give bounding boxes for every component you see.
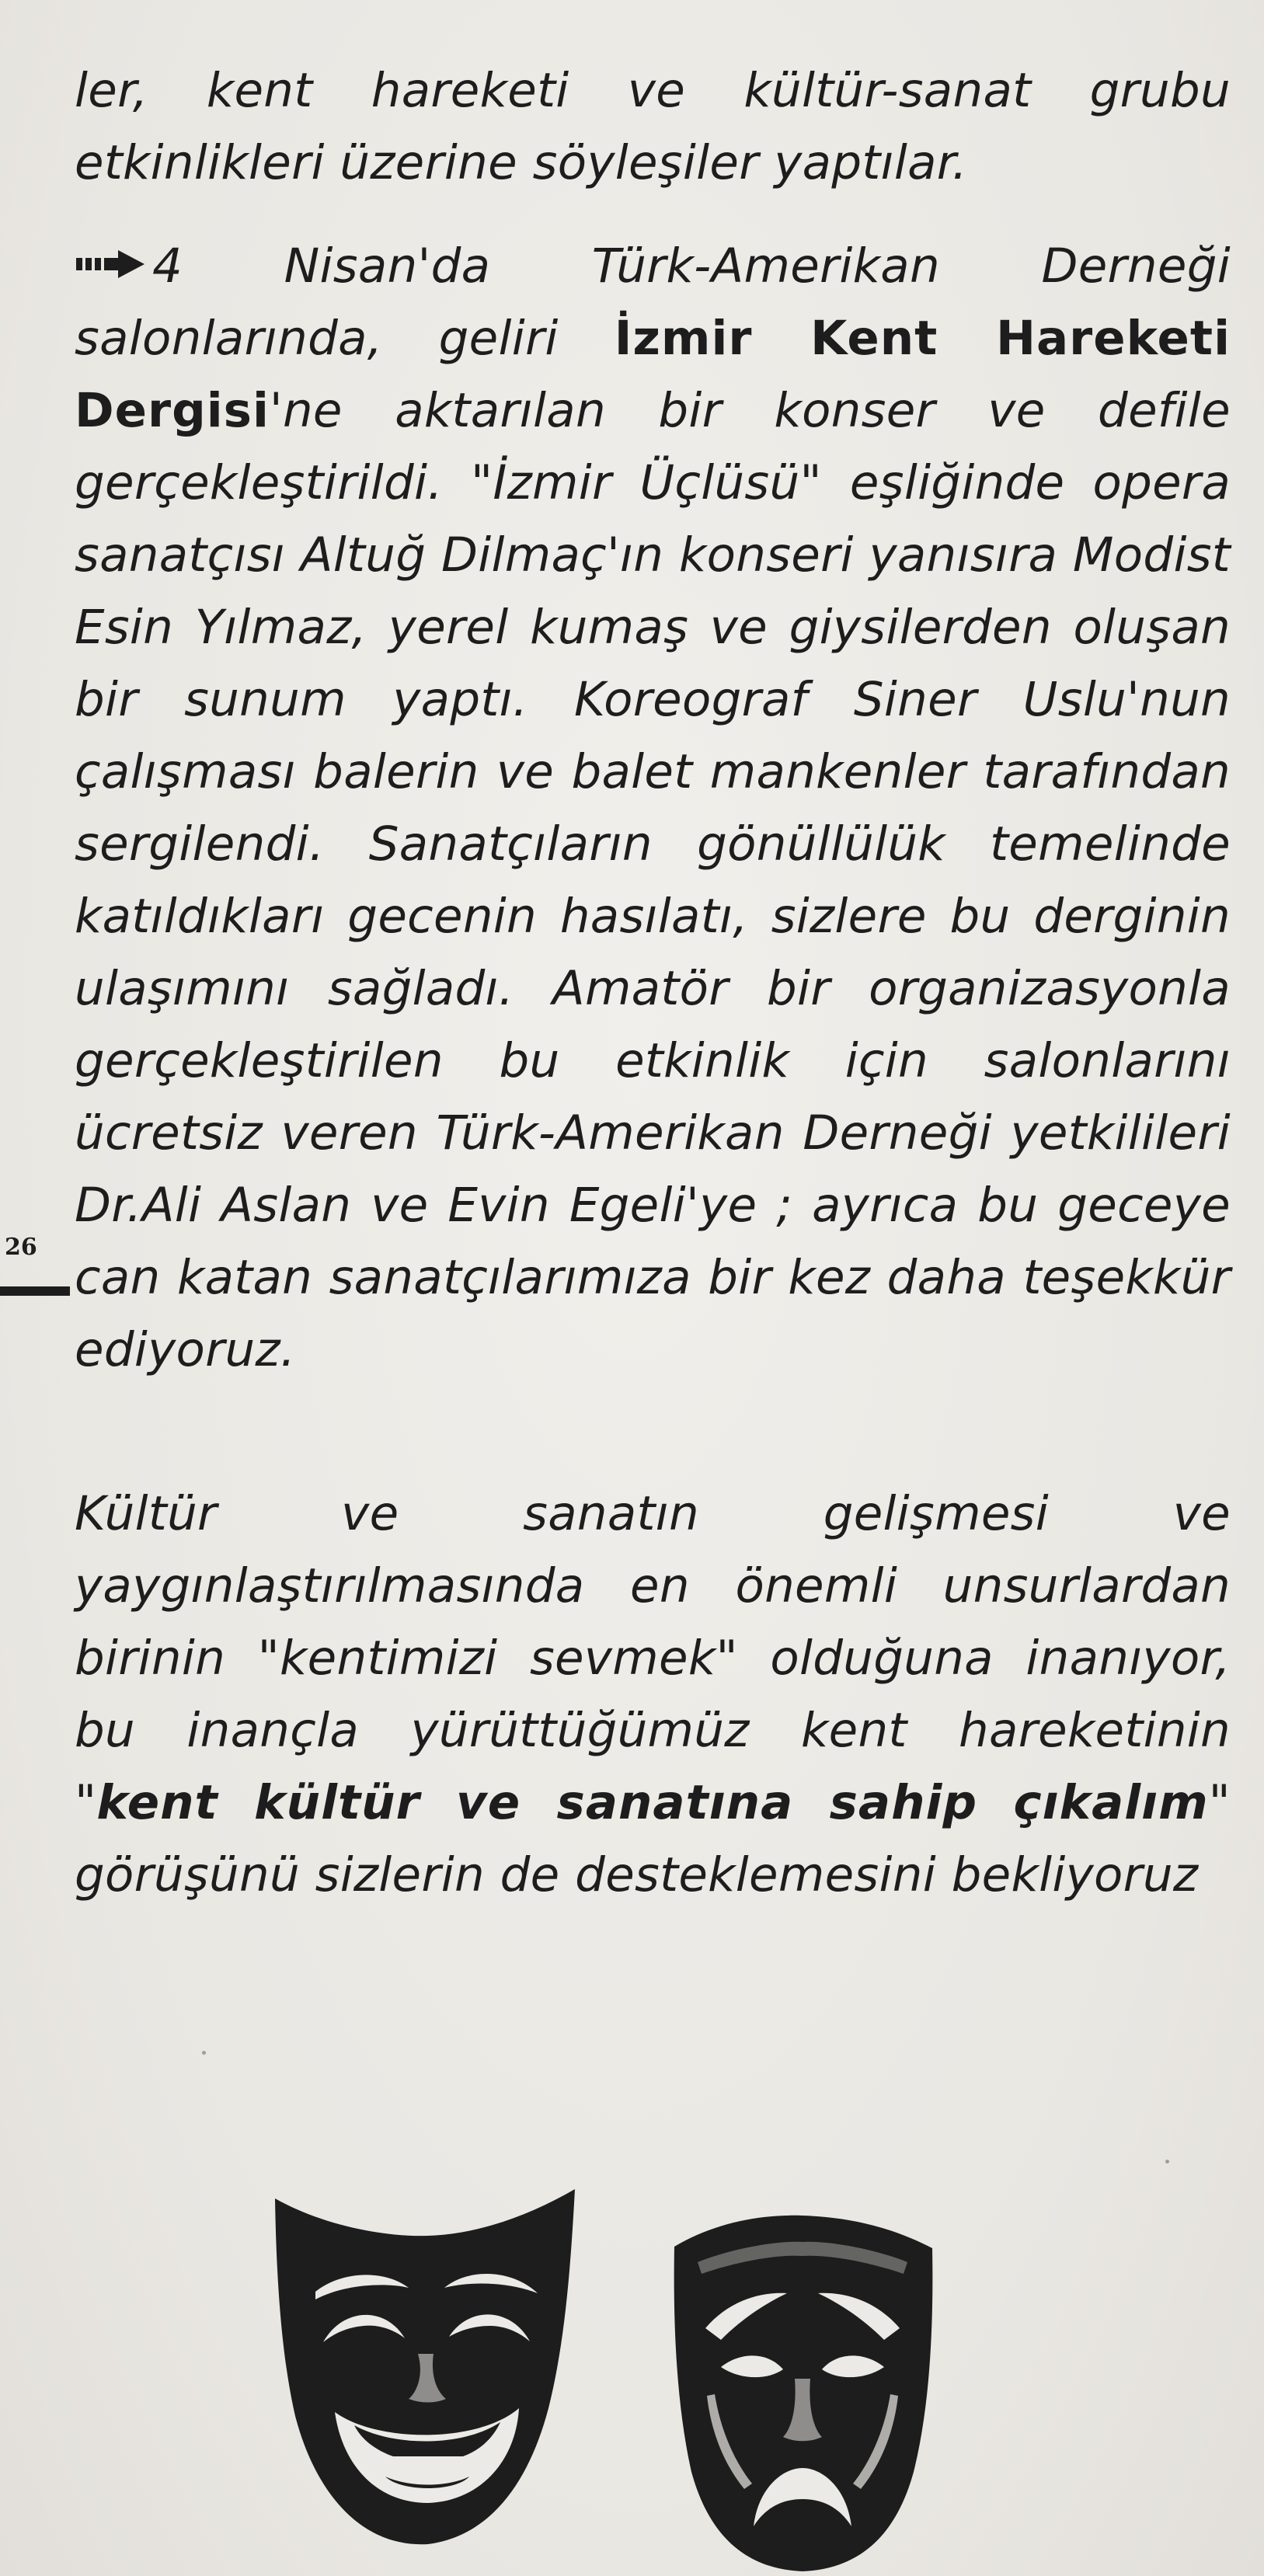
slogan: kent kültür ve sanatına sahip çıkalım [96, 1775, 1209, 1830]
print-speck [1165, 2160, 1169, 2163]
right-arrow-icon [75, 249, 146, 280]
event-paragraph [75, 230, 1231, 1386]
article-column [75, 54, 1231, 1911]
event-lead: 4 Nisan'da Türk-Amerikan Derneği salonlarında, geliri [75, 238, 1231, 366]
page-number: 26 [5, 1234, 37, 1261]
closing-before: Kültür ve sanatın gelişmesi ve yaygınlaştırılmasında en önemli unsurlardan birinin "kentimizi sevmek" olduğuna inanıyor, bu inançla yürüttüğümüz kent hareketinin " [75, 1486, 1231, 1830]
event-body: 'ne aktarılan bir konser ve defile gerçekleştirildi. "İzmir Üçlüsü" eşliğinde opera sanatçısı Altuğ Dilmaç'ın konseri yanısıra Modist Esin Yılmaz, yerel kumaş ve giysilerden oluşan bir sunum yaptı. Koreograf Siner Uslu'nun çalışması balerin ve balet mankenler tarafından sergilendi. Sanatçıların gönüllülük temelinde katıldıkları gecenin hasılatı, sizlere bu derginin ulaşımını sağladı. Amatör bir organizasyonla gerçekleştirilen bu etkinlik için salonlarını ücretsiz veren Türk-Amerikan Derneği yetkilileri Dr.Ali Aslan ve Evin Egeli'ye ; ayrıca bu geceye can katan sanatçılarımıza bir kez daha teşekkür ediyoruz. [75, 383, 1231, 1377]
tragedy-mask-icon [667, 2200, 938, 2573]
print-speck [202, 2051, 206, 2055]
magazine-name: İzmir Kent Hareketi Dergisi [75, 311, 1231, 438]
closing-after: " görüşünü sizlerin de desteklemesini bekliyoruz [75, 1775, 1231, 1902]
closing-paragraph [75, 1478, 1231, 1911]
page-number-bar [0, 1286, 70, 1296]
intro-paragraph: ler, kent hareketi ve kültür-sanat grubu etkinlikleri üzerine söyleşiler yaptılar. [75, 63, 1231, 190]
comedy-mask-icon [269, 2183, 580, 2548]
